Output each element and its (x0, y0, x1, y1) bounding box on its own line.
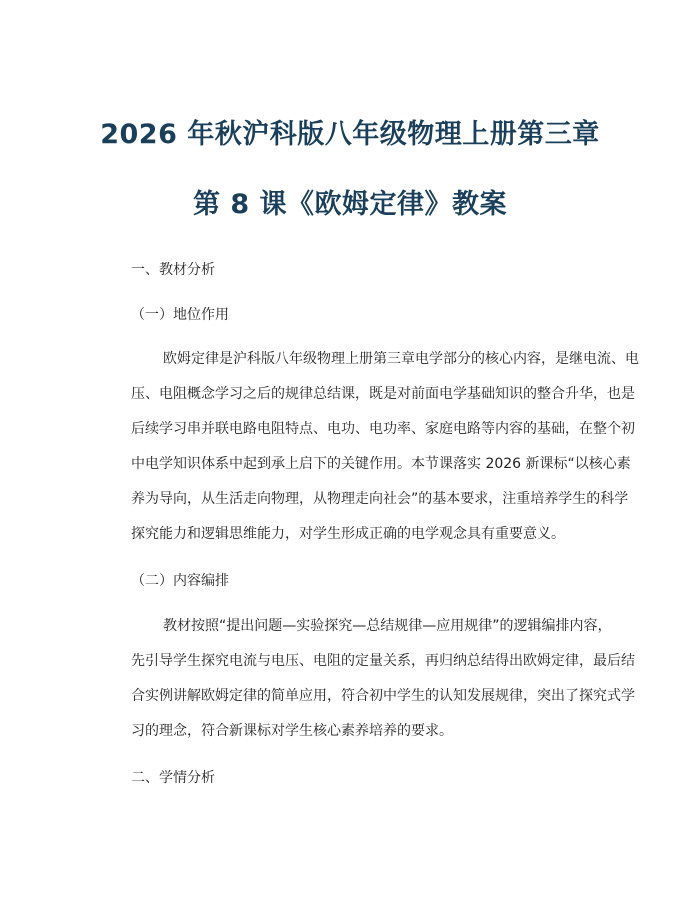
paragraph-line: 压、电阻概念学习之后的规律总结课，既是对前面电学基础知识的整合升华，也是 (131, 386, 635, 402)
section-heading-student-analysis: 二、学情分析 (131, 770, 215, 786)
paragraph-line: 中电学知识体系中起到承上启下的关键作用。本节课落实 2026 新课标“以核心素 (131, 456, 631, 472)
section-heading-textbook-analysis: 一、教材分析 (131, 262, 215, 278)
paragraph-line: 欧姆定律是沪科版八年级物理上册第三章电学部分的核心内容，是继电流、电 (163, 351, 639, 367)
paragraph-line: 习的理念，符合新课标对学生核心素养培养的要求。 (131, 723, 453, 739)
document-title-line-2: 第 8 课《欧姆定律》教案 (192, 189, 508, 220)
paragraph-line: 合实例讲解欧姆定律的简单应用，符合初中学生的认知发展规律，突出了探究式学 (131, 688, 635, 704)
paragraph-line: 后续学习串并联电路电阻特点、电功、电功率、家庭电路等内容的基础，在整个初 (131, 421, 635, 437)
paragraph-line: 教材按照“提出问题—实验探究—总结规律—应用规律”的逻辑编排内容， (163, 618, 612, 634)
document-title-line-1: 2026 年秋沪科版八年级物理上册第三章 (100, 119, 600, 150)
paragraph-line: 先引导学生探究电流与电压、电阻的定量关系，再归纳总结得出欧姆定律，最后结 (131, 653, 635, 669)
paragraph-line: 养为导向，从生活走向物理，从物理走向社会”的基本要求，注重培养学生的科学 (131, 491, 629, 507)
subsection-heading-content-arrangement: （二）内容编排 (131, 573, 229, 589)
subsection-heading-position-role: （一）地位作用 (131, 307, 229, 323)
paragraph-line: 探究能力和逻辑思维能力，对学生形成正确的电学观念具有重要意义。 (131, 526, 565, 542)
